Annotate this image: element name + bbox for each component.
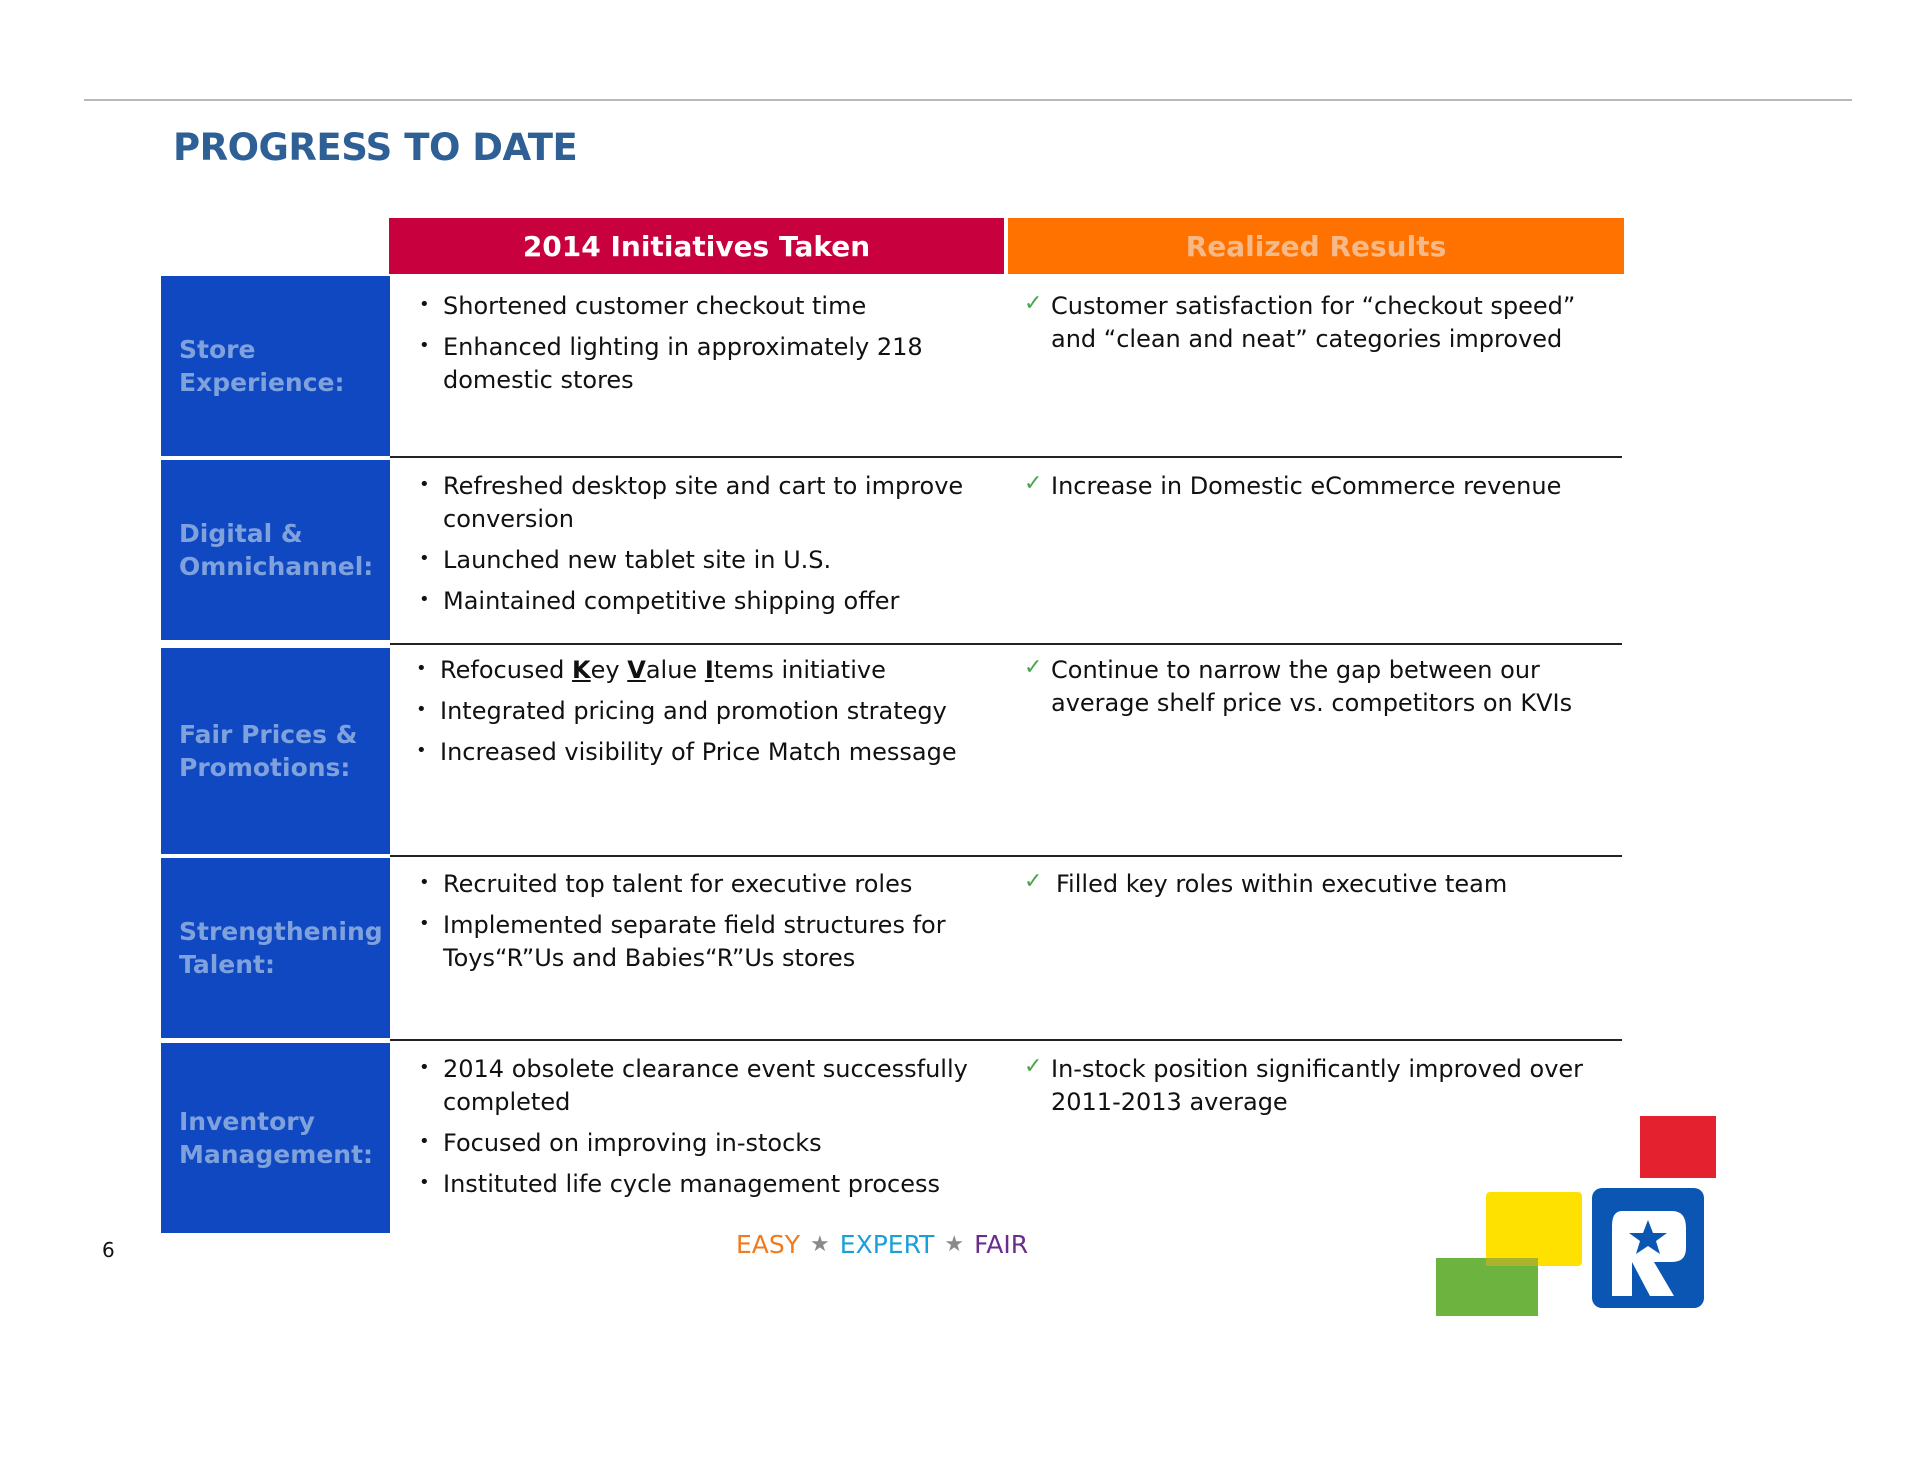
result-cell: [1024, 654, 1614, 720]
top-divider: [84, 99, 1852, 101]
initiatives-cell: [415, 470, 975, 626]
list-item: • 2014 obsolete clearance event successfully completed: [415, 1053, 975, 1119]
list-item: • Enhanced lighting in approximately 218 domestic stores: [415, 331, 975, 397]
list-item: • Integrated pricing and promotion strategy: [412, 695, 972, 728]
result-text: Increase in Domestic eCommerce revenue: [1051, 472, 1562, 500]
tagline: [736, 1230, 1028, 1259]
tagline-fair: FAIR: [974, 1230, 1029, 1259]
initiatives-cell: [415, 868, 975, 983]
row-label-digital-omnichannel: Digital & Omnichannel:: [161, 460, 390, 640]
check-icon: ✓: [1024, 655, 1043, 680]
check-icon: ✓: [1024, 1054, 1043, 1079]
result-text: Continue to narrow the gap between our average shelf price vs. competitors on KVIs: [1051, 656, 1573, 717]
result-text: Filled key roles within executive team: [1056, 870, 1508, 898]
list-item: • Increased visibility of Price Match message: [412, 736, 972, 769]
initiatives-cell: [412, 654, 972, 777]
star-icon: ★: [944, 1232, 965, 1257]
row-label-fair-prices: Fair Prices & Promotions:: [161, 648, 390, 854]
list-item: • Instituted life cycle management process: [415, 1168, 975, 1201]
initiatives-cell: [415, 1053, 975, 1209]
tagline-easy: EASY: [736, 1230, 801, 1259]
check-icon: ✓: [1024, 291, 1043, 316]
results-column-header: Realized Results: [1008, 218, 1624, 274]
list-item: • Refreshed desktop site and cart to improve conversion: [415, 470, 975, 536]
list-item: • Shortened customer checkout time: [415, 290, 975, 323]
initiatives-cell: [415, 290, 975, 405]
list-item: • Launched new tablet site in U.S.: [415, 544, 975, 577]
result-cell: [1024, 470, 1614, 503]
list-item: • Implemented separate field structures for Toys“R”Us and Babies“R”Us stores: [415, 909, 975, 975]
toys-r-us-logo: [1436, 1116, 1716, 1316]
list-item: • Recruited top talent for executive roles: [415, 868, 975, 901]
result-text: Customer satisfaction for “checkout speed” and “clean and neat” categories improved: [1051, 292, 1576, 353]
row-divider: [390, 456, 1622, 458]
check-icon: ✓: [1024, 869, 1043, 894]
result-cell: [1024, 1053, 1584, 1119]
result-text: In-stock position significantly improved over 2011-2013 average: [1051, 1055, 1584, 1116]
result-cell: [1024, 868, 1614, 901]
row-divider: [390, 643, 1622, 645]
row-label-store-experience: Store Experience:: [161, 276, 390, 456]
list-item-kvi: • Refocused Key Value Items initiative: [412, 654, 972, 687]
page-number: 6: [102, 1238, 115, 1262]
row-divider: [390, 855, 1622, 857]
row-divider: [390, 1039, 1622, 1041]
initiatives-column-header: 2014 Initiatives Taken: [389, 218, 1004, 274]
row-label-inventory-management: Inventory Management:: [161, 1043, 390, 1233]
list-item: • Focused on improving in-stocks: [415, 1127, 975, 1160]
check-icon: ✓: [1024, 471, 1043, 496]
star-icon: ★: [810, 1232, 830, 1257]
tagline-expert: EXPERT: [839, 1230, 935, 1259]
row-label-strengthening-talent: Strengthening Talent:: [161, 858, 390, 1038]
result-cell: [1024, 290, 1614, 356]
list-item: • Maintained competitive shipping offer: [415, 585, 975, 618]
page-title: PROGRESS TO DATE: [173, 126, 578, 169]
